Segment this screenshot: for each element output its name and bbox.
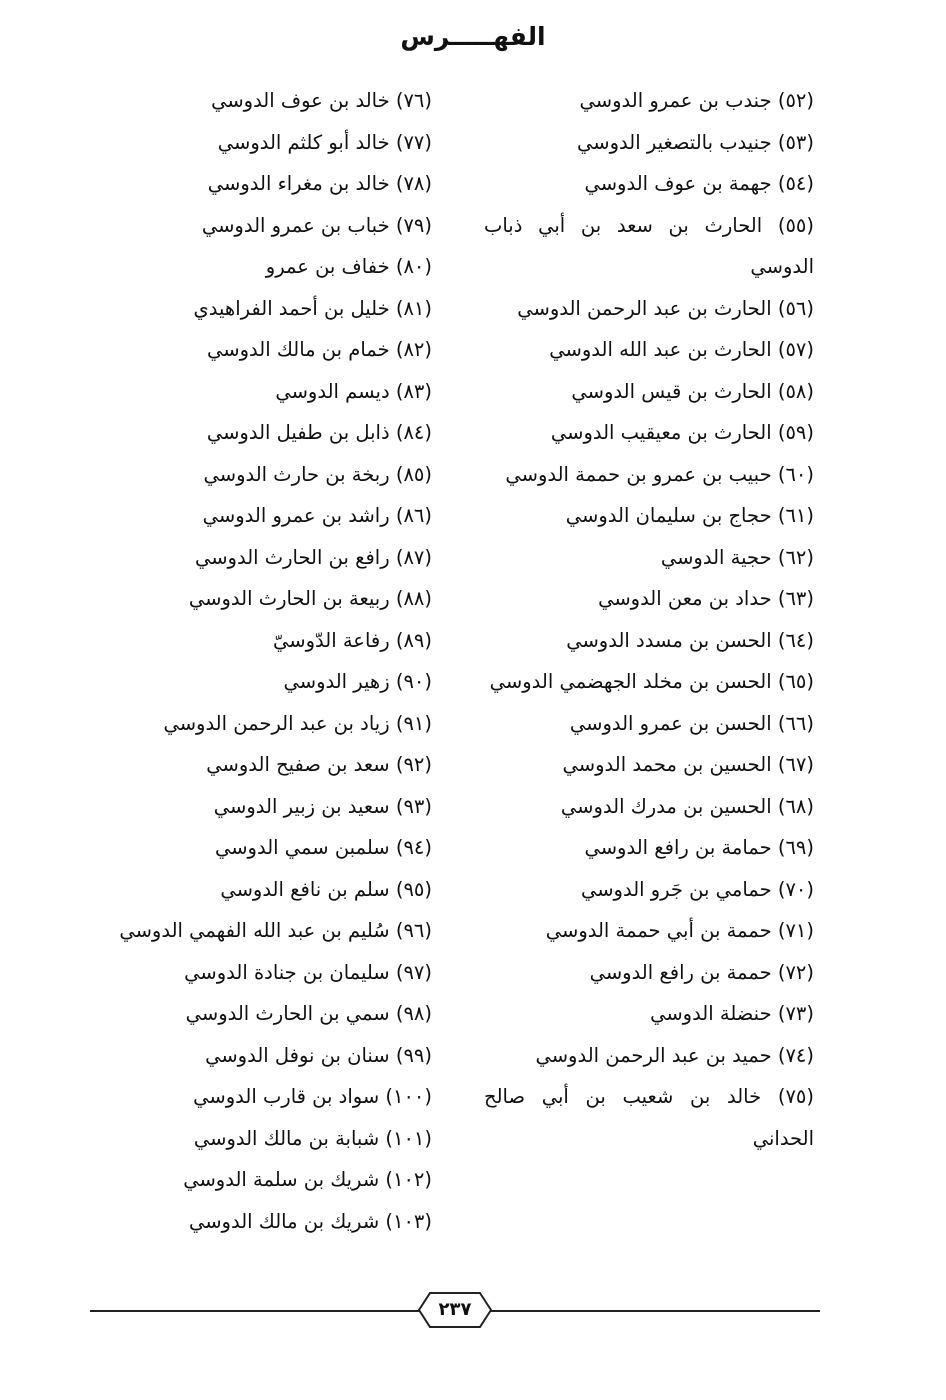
index-entry: (٧١) حممة بن أبي حممة الدوسي [545,919,814,942]
index-entry: (٥٧) الحارث بن عبد الله الدوسي [549,338,814,361]
index-entry: (٧٣) حنضلة الدوسي [650,1002,814,1025]
index-entry: (٦٣) حداد بن معن الدوسي [598,587,814,610]
index-entry: (٧٩) خباب بن عمرو الدوسي [201,213,432,237]
index-entry: (١٠٣) شريك بن مالك الدوسي [188,1209,432,1233]
footer-rule-right [490,1310,820,1312]
index-entry: (٩٤) سلمبن سمي الدوسي [214,836,432,859]
index-entry: (٩٧) سليمان بن جنادة الدوسي [184,960,432,984]
index-entry: (٦٧) الحسين بن محمد الدوسي [562,753,814,776]
index-entry: (٦٦) الحسن بن عمرو الدوسي [569,711,814,735]
index-entry: (٥٦) الحارث بن عبد الرحمن الدوسي [517,296,814,320]
index-entry: (٥٥) الحارث بن سعد بن أبي ذباب الدوسي [484,213,814,278]
index-entry: (٥٣) جنيدب بالتصغير الدوسي [577,130,814,154]
index-entry: (٩٨) سمي بن الحارث الدوسي [185,1002,432,1025]
footer-rule-left [90,1310,420,1312]
index-column-right [484,80,814,1159]
index-entry: (٩٢) سعد بن صفيح الدوسي [206,753,432,776]
index-entry: (٨٣) ديسم الدوسي [275,379,432,403]
index-entry: (٨٤) ذابل بن طفيل الدوسي [206,421,432,444]
index-entry: (٨٨) ربيعة بن الحارث الدوسي [188,587,432,610]
index-entry: (٥٤) جهمة بن عوف الدوسي [584,172,814,195]
page-number: ٢٣٧ [438,1299,472,1320]
index-entry: (٦٠) حبيب بن عمرو بن حممة الدوسي [505,462,814,486]
index-entry: (٦٨) الحسين بن مدرك الدوسي [560,794,814,818]
index-entry: (٧٧) خالد أبو كلثم الدوسي [217,130,432,154]
index-entry: (١٠٠) سواد بن قارب الدوسي [193,1085,432,1108]
page-footer [90,1290,820,1330]
index-entry: (٨٧) رافع بن الحارث الدوسي [194,545,432,569]
index-entry: (٩٥) سلم بن نافع الدوسي [220,877,432,901]
index-entry: (٦١) حجاج بن سليمان الدوسي [565,504,814,527]
index-entry: (٧٨) خالد بن مغراء الدوسي [207,172,432,195]
index-entry: (٨٦) راشد بن عمرو الدوسي [202,504,432,527]
index-entry: (٨٠) خفاف بن عمرو [265,255,432,278]
index-entry: (٧٥) خالد بن شعيب بن أبي صالح الحداني [484,1085,814,1150]
index-entry: (٩١) زياد بن عبد الرحمن الدوسي [163,711,432,735]
index-entry: (٥٨) الحارث بن قيس الدوسي [571,379,814,403]
index-entry: (٧٠) حمامي بن جَرو الدوسي [580,877,814,901]
index-entry: (٧٦) خالد بن عوف الدوسي [211,89,432,112]
index-entry: (٨٢) خمام بن مالك الدوسي [207,338,432,361]
index-entry: (٩٦) سُليم بن عبد الله الفهمي الدوسي [119,919,432,942]
page-number-badge [418,1292,492,1328]
index-entry: (٥٢) جندب بن عمرو الدوسي [579,89,814,112]
index-entry: (٦٤) الحسن بن مسدد الدوسي [566,628,814,652]
index-entry: (٨٥) ربخة بن حارث الدوسي [203,462,432,486]
index-entry: (١٠١) شبابة بن مالك الدوسي [193,1126,432,1150]
index-entry: (١٠٢) شريك بن سلمة الدوسي [183,1168,432,1191]
index-entry: (٦٢) حجية الدوسي [660,545,814,569]
index-entry: (٩٩) سنان بن نوفل الدوسي [205,1043,432,1067]
index-entry: (٦٩) حمامة بن رافع الدوسي [584,836,814,859]
index-entry: (٧٤) حميد بن عبد الرحمن الدوسي [535,1043,814,1067]
index-column-left [102,80,432,1242]
index-entry: (٨٩) رفاعة الدّوسيّ [273,628,432,652]
index-entry: (٥٩) الحارث بن معيقيب الدوسي [550,421,814,444]
index-entry: (٦٥) الحسن بن مخلد الجهضمي الدوسي [489,670,814,693]
index-entry: (٧٢) حممة بن رافع الدوسي [589,960,814,984]
page-title: الفهـــــرس [400,22,546,51]
index-entry: (٩٣) سعيد بن زبير الدوسي [213,794,432,818]
index-entry: (٨١) خليل بن أحمد الفراهيدي [193,296,432,320]
index-entry: (٩٠) زهير الدوسي [283,670,432,693]
